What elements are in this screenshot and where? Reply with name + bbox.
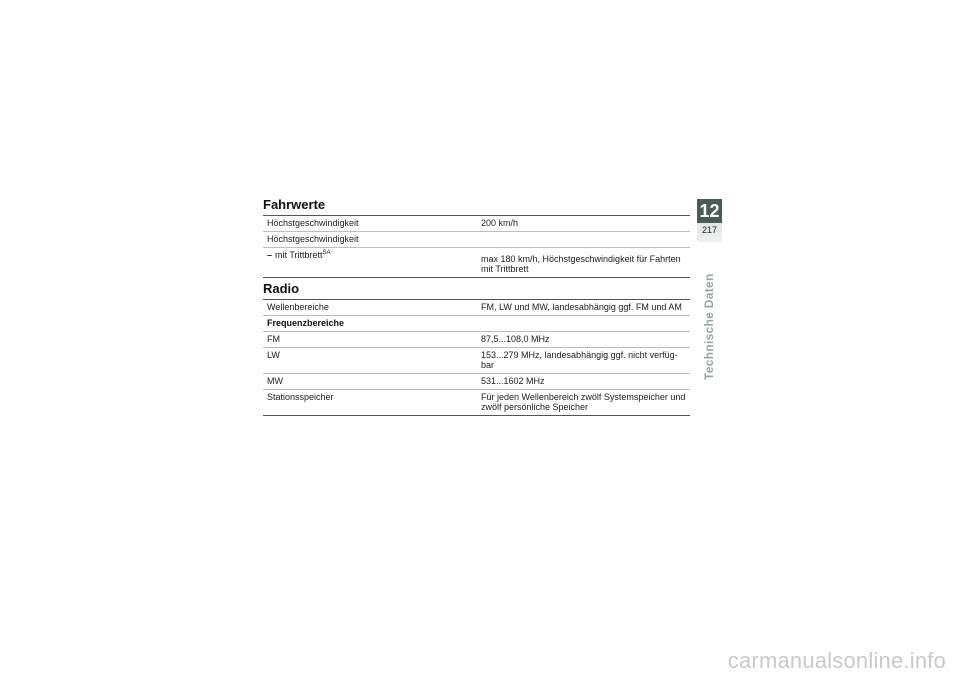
table-row [263, 216, 690, 232]
section-title-fahrwerte: Fahrwerte [263, 197, 326, 212]
row-label: Wellenbereiche [263, 300, 477, 316]
row-value: 531...1602 MHz [477, 374, 690, 390]
dash-marker: – [267, 250, 273, 260]
row-label-sub [263, 248, 477, 278]
row-value: max 180 km/h, Höchstgeschwindigkeit für Fahrten mit Trittbrett [477, 248, 690, 278]
table-row [263, 248, 690, 278]
chapter-tab [697, 199, 722, 242]
sa-tag: SA [322, 250, 331, 256]
row-value: FM, LW und MW, landesabhängig ggf. FM und AM [477, 300, 690, 316]
table-row [263, 332, 690, 348]
table-row [263, 374, 690, 390]
row-value [477, 232, 690, 248]
row-label: LW [263, 348, 477, 374]
row-label: MW [263, 374, 477, 390]
row-label: mit Trittbrett [275, 250, 323, 260]
row-value: 200 km/h [477, 216, 690, 232]
chapter-side-label: Technische Daten [702, 273, 716, 380]
row-value: Für jeden Wellenbereich zwölf Systemspeicher und zwölf persönliche Speicher [477, 390, 690, 416]
row-subheading: Frequenzbereiche [263, 316, 477, 332]
row-label: Stationsspeicher [263, 390, 477, 416]
row-label: Höchstgeschwindigkeit [263, 216, 477, 232]
chapter-number: 12 [697, 199, 722, 223]
section-title-radio: Radio [263, 281, 300, 296]
page-number: 217 [701, 225, 718, 235]
table-row [263, 390, 690, 416]
table-row [263, 232, 690, 248]
row-value: 153...279 MHz, landesabhängig ggf. nicht verfüg-bar [477, 348, 690, 374]
fahrwerte-table [263, 215, 690, 278]
row-label: Höchstgeschwindigkeit [263, 232, 477, 248]
table-row [263, 316, 690, 332]
table-row [263, 348, 690, 374]
watermark-text: carmanualsonline.info [727, 648, 946, 673]
radio-table [263, 299, 690, 416]
row-label: FM [263, 332, 477, 348]
table-row [263, 300, 690, 316]
row-value: 87,5...108,0 MHz [477, 332, 690, 348]
row-value [477, 316, 690, 332]
